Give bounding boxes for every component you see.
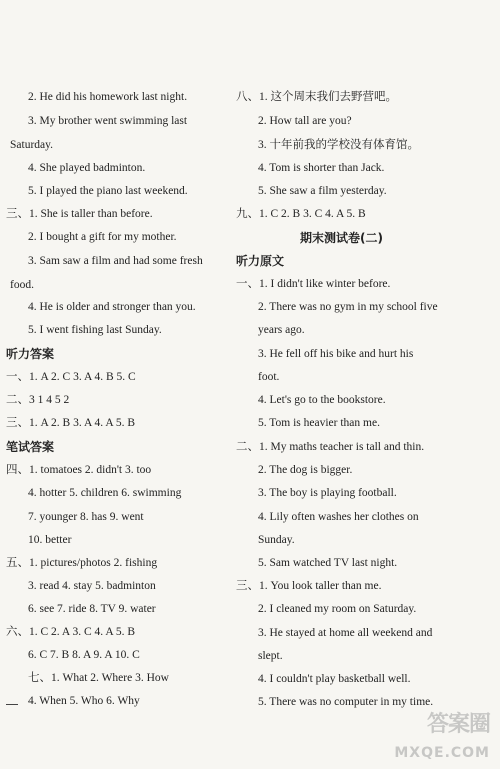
right-text-line: 4. Lily often washes her clothes on — [258, 511, 419, 523]
right-text-line: Sunday. — [258, 534, 295, 546]
section-heading: 笔试答案 — [6, 440, 55, 454]
right-text-line: 5. She saw a film yesterday. — [258, 185, 387, 197]
left-text-line: food. — [10, 279, 34, 291]
watermark-text-bottom: MXQE.COM — [394, 745, 490, 761]
exam-title: 期末测试卷(二) — [300, 231, 383, 245]
right-text-line: 3. 十年前我的学校没有体育馆。 — [258, 139, 419, 151]
left-text-line: 3. My brother went swimming last — [28, 115, 188, 127]
left-text-line: 2. I bought a gift for my mother. — [28, 231, 177, 243]
left-text-line: 4. hotter 5. children 6. swimming — [28, 487, 182, 499]
left-text-line: 三、1. She is taller than before. — [6, 208, 153, 220]
right-text-line: 2. I cleaned my room on Saturday. — [258, 603, 417, 615]
right-text-line: 3. He stayed at home all weekend and — [258, 627, 433, 639]
left-text-line: 6. C 7. B 8. A 9. A 10. C — [28, 649, 140, 661]
section-heading: 听力答案 — [6, 347, 55, 361]
left-text-line: 四、1. tomatoes 2. didn't 3. too — [6, 464, 152, 476]
right-text-line: 3. The boy is playing football. — [258, 487, 397, 499]
left-text-line: 6. see 7. ride 8. TV 9. water — [28, 603, 156, 615]
left-text-line: 4. He is older and stronger than you. — [28, 301, 196, 313]
left-text-line: Saturday. — [10, 139, 54, 151]
right-text-line: 一、1. I didn't like winter before. — [236, 278, 391, 290]
watermark-logo — [394, 705, 494, 763]
right-text-line: 4. Let's go to the bookstore. — [258, 394, 386, 406]
right-text-line: 2. How tall are you? — [258, 115, 352, 127]
left-text-line: 10. better — [28, 534, 72, 546]
right-text-line: 4. I couldn't play basketball well. — [258, 673, 411, 685]
right-text-line: 三、1. You look taller than me. — [236, 580, 382, 592]
right-text-line: 九、1. C 2. B 3. C 4. A 5. B — [236, 208, 366, 220]
right-text-line: 八、1. 这个周末我们去野营吧。 — [236, 91, 397, 103]
left-text-line: 六、1. C 2. A 3. C 4. A 5. B — [6, 626, 136, 638]
right-text-line: 5. Tom is heavier than me. — [258, 417, 380, 429]
right-text-line: 4. Tom is shorter than Jack. — [258, 162, 385, 174]
left-text-line: 5. I went fishing last Sunday. — [28, 324, 162, 336]
left-text-line: 三、1. A 2. B 3. A 4. A 5. B — [6, 417, 136, 429]
left-text-line: 五、1. pictures/photos 2. fishing — [6, 557, 158, 569]
left-text-line: 七、1. What 2. Where 3. How — [28, 672, 169, 684]
left-text-line: 2. He did his homework last night. — [28, 91, 188, 103]
right-text-line: slept. — [258, 650, 283, 662]
right-text-line: 5. Sam watched TV last night. — [258, 557, 398, 569]
right-text-line: 5. There was no computer in my time. — [258, 696, 434, 708]
left-text-line: 4. When 5. Who 6. Why — [28, 695, 140, 707]
left-text-line: 4. She played badminton. — [28, 162, 146, 174]
left-text-line: 一、1. A 2. C 3. A 4. B 5. C — [6, 371, 136, 383]
section-heading: 听力原文 — [236, 254, 285, 268]
right-text-line: foot. — [258, 371, 280, 383]
watermark-text-top: 答案圈 — [426, 712, 490, 737]
left-text-line: 3. read 4. stay 5. badminton — [28, 580, 156, 592]
right-text-line: 二、1. My maths teacher is tall and thin. — [236, 441, 425, 453]
right-text-line: 2. The dog is bigger. — [258, 464, 353, 476]
right-text-line: 2. There was no gym in my school five — [258, 301, 438, 313]
left-text-line: 二、3 1 4 5 2 — [6, 394, 70, 406]
left-text-line: 7. younger 8. has 9. went — [28, 511, 144, 523]
right-text-line: 3. He fell off his bike and hurt his — [258, 348, 414, 360]
right-text-line: years ago. — [258, 324, 305, 336]
left-text-line: 3. Sam saw a film and had some fresh — [28, 255, 203, 267]
page-mark-dash — [6, 704, 18, 705]
left-text-line: 5. I played the piano last weekend. — [28, 185, 188, 197]
